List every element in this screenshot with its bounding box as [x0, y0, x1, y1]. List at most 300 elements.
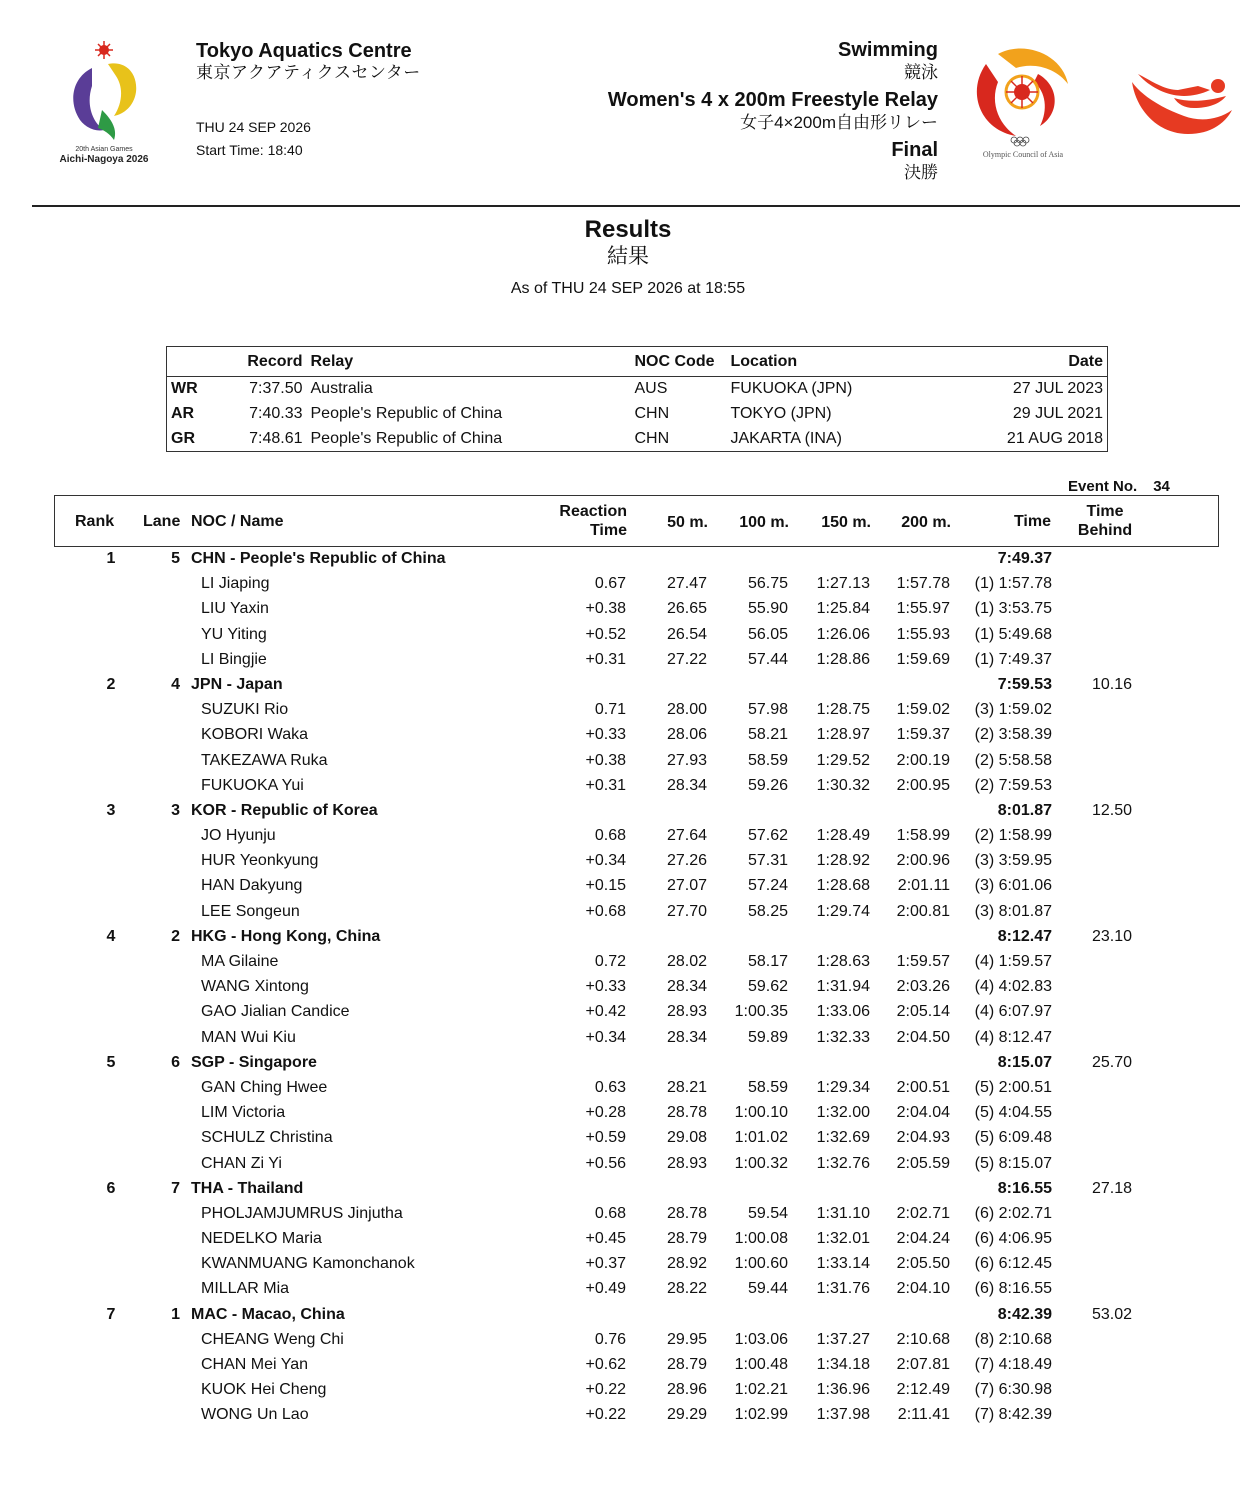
records-table — [166, 346, 1108, 452]
swimmer-cumulative-time: (2) 5:58.58 — [974, 751, 1052, 769]
swimmer-cumulative-time: (2) 7:59.53 — [974, 776, 1052, 794]
swimmer-reaction-time: 0.76 — [594, 1330, 626, 1348]
swimmer-split-50m: 28.22 — [666, 1280, 707, 1298]
team-time-behind: 10.16 — [1091, 675, 1132, 693]
records-header-record: Record — [237, 347, 307, 377]
records-header-relay: Relay — [307, 347, 631, 377]
team-time: 8:12.47 — [997, 927, 1052, 945]
swimmer-split-150m: 1:32.69 — [816, 1129, 870, 1147]
team-rank: 1 — [106, 550, 116, 567]
team-lane: 2 — [171, 927, 180, 945]
swimmer-row — [54, 999, 1219, 1024]
swimmer-split-100m: 1:00.08 — [734, 1230, 788, 1248]
swimmer-reaction-time: +0.33 — [585, 978, 626, 996]
swimmer-split-50m: 29.08 — [666, 1129, 707, 1147]
swimmer-cumulative-time: (2) 3:58.39 — [974, 726, 1052, 744]
swimmer-split-100m: 59.26 — [747, 776, 788, 794]
asian-games-logo — [52, 40, 162, 170]
swimmer-split-100m: 1:02.21 — [734, 1381, 788, 1399]
swimmer-split-200m: 2:01.11 — [897, 877, 950, 895]
swimmer-split-50m: 28.78 — [666, 1204, 707, 1222]
swimmer-split-100m: 57.98 — [747, 701, 788, 719]
swimmer-split-200m: 2:07.81 — [896, 1356, 950, 1373]
swimmer-row — [54, 899, 1219, 924]
swimmer-row — [54, 1201, 1219, 1226]
swimmer-split-150m: 1:28.92 — [816, 852, 870, 870]
swimmer-name: KOBORI Waka — [201, 726, 308, 744]
swimmer-name: LEE Songeun — [201, 902, 300, 920]
swimmer-cumulative-time: (5) 8:15.07 — [974, 1154, 1052, 1172]
swimmer-split-200m: 2:04.93 — [896, 1129, 950, 1147]
swimmer-split-100m: 58.17 — [747, 953, 788, 970]
record-date: 21 AUG 2018 — [1006, 429, 1103, 447]
swimmer-cumulative-time: (7) 8:42.39 — [974, 1406, 1052, 1424]
team-time: 7:59.53 — [997, 675, 1052, 693]
swimmer-split-100m: 1:00.10 — [734, 1104, 788, 1122]
swimmer-split-200m: 2:11.41 — [897, 1406, 950, 1424]
swimmer-name: SUZUKI Rio — [201, 701, 289, 719]
swimmer-split-100m: 57.62 — [747, 827, 788, 845]
swimmer-row — [54, 1125, 1219, 1150]
swimmer-row — [54, 596, 1219, 621]
swimmer-split-150m: 1:36.96 — [816, 1381, 870, 1399]
team-lane: 7 — [171, 1179, 180, 1197]
swimmer-reaction-time: +0.22 — [585, 1381, 626, 1399]
page-title-jp: 結果 — [607, 245, 649, 268]
swimmer-split-100m: 58.59 — [747, 751, 788, 769]
team-row — [54, 546, 1219, 571]
team-name: HKG - Hong Kong, China — [191, 927, 381, 945]
swimmer-split-50m: 28.92 — [666, 1255, 707, 1273]
swimmer-split-100m: 1:00.32 — [734, 1154, 788, 1172]
swimmer-row — [54, 1352, 1219, 1377]
event-number-label: Event No. — [1068, 478, 1138, 495]
event-name: Women's 4 x 200m Freestyle Relay — [607, 89, 938, 111]
swimmer-split-150m: 1:33.06 — [816, 1003, 870, 1021]
team-row — [54, 798, 1219, 823]
swimmer-name: LIM Victoria — [201, 1104, 286, 1122]
team-rank: 7 — [106, 1305, 116, 1323]
swimmer-name: HAN Dakyung — [201, 877, 303, 895]
swimmer-split-150m: 1:29.74 — [816, 902, 870, 920]
swimmer-split-200m: 2:05.59 — [896, 1154, 950, 1172]
swimmer-split-150m: 1:28.49 — [816, 827, 870, 845]
record-code: AR — [171, 405, 195, 422]
record-record: 7:48.61 — [249, 429, 303, 447]
swimmer-cumulative-time: (5) 6:09.48 — [974, 1129, 1052, 1147]
swimmer-split-150m: 1:27.13 — [816, 575, 870, 593]
swimmer-name: JO Hyunju — [201, 827, 276, 845]
swimmer-split-200m: 1:55.97 — [896, 600, 950, 618]
swimmer-split-200m: 2:12.49 — [896, 1381, 950, 1399]
swimmer-split-200m: 2:10.68 — [896, 1330, 950, 1348]
page-title: Results — [584, 216, 672, 243]
swimmer-split-200m: 1:59.37 — [896, 726, 950, 744]
event-block — [608, 38, 938, 184]
swimmer-split-100m: 1:00.35 — [734, 1003, 788, 1021]
swimmer-reaction-time: +0.37 — [585, 1255, 626, 1273]
swimmer-split-200m: 2:04.24 — [896, 1230, 950, 1248]
sport-name-jp: 競泳 — [904, 63, 938, 82]
sport-name: Swimming — [837, 39, 938, 61]
records-body — [167, 377, 1108, 452]
swimmer-row — [54, 722, 1219, 747]
swimmer-reaction-time: +0.33 — [585, 726, 626, 744]
swimmer-cumulative-time: (4) 4:02.83 — [974, 978, 1052, 996]
swimmer-reaction-time: 0.67 — [594, 575, 626, 593]
swimmer-reaction-time: +0.49 — [585, 1280, 626, 1298]
swimmer-split-100m: 56.75 — [747, 575, 788, 593]
team-time: 8:42.39 — [997, 1305, 1052, 1323]
team-lane: 6 — [171, 1053, 180, 1071]
swimmer-reaction-time: +0.59 — [585, 1129, 626, 1147]
swimmer-row — [54, 949, 1219, 974]
swimmer-split-50m: 28.79 — [666, 1356, 707, 1373]
swimmer-split-50m: 28.34 — [666, 978, 707, 996]
swimmer-split-50m: 28.93 — [666, 1003, 707, 1021]
team-rank: 2 — [106, 675, 116, 693]
record-date: 27 JUL 2023 — [1012, 380, 1103, 398]
swimmer-split-50m: 28.02 — [666, 953, 707, 970]
swimmer-name: HUR Yeonkyung — [201, 852, 319, 870]
swimmer-split-200m: 2:00.51 — [896, 1078, 950, 1096]
header-noc-name: NOC / Name — [191, 513, 284, 530]
swimmer-reaction-time: 0.68 — [594, 1204, 626, 1222]
venue-name-jp: 東京アクアティクスセンター — [196, 63, 421, 82]
swimmer-row — [54, 748, 1219, 773]
swimmer-split-50m: 28.34 — [666, 776, 707, 794]
swimmer-split-100m: 58.21 — [747, 726, 788, 744]
header-reaction-2: Time — [589, 522, 627, 539]
team-time: 8:16.55 — [997, 1179, 1052, 1197]
record-row-gr — [167, 427, 1108, 452]
swimmer-name: GAN Ching Hwee — [201, 1078, 328, 1096]
swimmer-cumulative-time: (3) 3:59.95 — [974, 852, 1052, 870]
swimmer-split-200m: 2:03.26 — [896, 978, 950, 996]
records-header-date: Date — [927, 347, 1108, 377]
record-location: TOKYO (JPN) — [730, 405, 832, 422]
team-name: MAC - Macao, China — [191, 1305, 345, 1323]
swimmer-cumulative-time: (7) 4:18.49 — [974, 1356, 1052, 1373]
team-name: THA - Thailand — [191, 1179, 304, 1197]
swimmer-split-150m: 1:31.94 — [816, 978, 870, 996]
swimmer-row — [54, 823, 1219, 848]
swimmer-split-50m: 27.07 — [666, 877, 707, 895]
swimmer-split-150m: 1:31.10 — [816, 1204, 870, 1222]
swimmer-name: TAKEZAWA Ruka — [201, 751, 328, 769]
swimmer-split-150m: 1:34.18 — [816, 1356, 870, 1373]
swimmer-split-150m: 1:26.06 — [816, 625, 870, 643]
swimmer-reaction-time: +0.62 — [585, 1356, 626, 1373]
records-header-noc: NOC Code — [631, 347, 727, 377]
team-name: SGP - Singapore — [191, 1053, 317, 1071]
swimmer-split-50m: 28.79 — [666, 1230, 707, 1248]
swimmer-reaction-time: +0.28 — [585, 1104, 626, 1122]
swimmer-reaction-time: +0.22 — [585, 1406, 626, 1424]
team-row — [54, 672, 1219, 697]
team-time: 7:49.37 — [997, 550, 1052, 567]
swimmer-name: MAN Wui Kiu — [201, 1028, 296, 1046]
team-time-behind: 12.50 — [1091, 801, 1132, 819]
team-time: 8:01.87 — [997, 801, 1052, 819]
record-noc: CHN — [634, 429, 670, 447]
record-record: 7:37.50 — [249, 380, 303, 398]
record-noc: AUS — [634, 380, 668, 398]
swimmer-name: GAO Jialian Candice — [201, 1003, 350, 1021]
swimmer-name: LI Bingjie — [201, 650, 267, 668]
swimmer-row — [54, 773, 1219, 798]
swimmer-split-150m: 1:30.32 — [816, 776, 870, 794]
swimmer-name: LI Jiaping — [201, 575, 270, 593]
swimmer-split-150m: 1:33.14 — [816, 1255, 870, 1273]
swimmer-split-150m: 1:29.52 — [816, 751, 870, 769]
swimmer-row — [54, 974, 1219, 999]
team-row — [54, 1176, 1219, 1201]
swimmer-reaction-time: +0.15 — [585, 877, 626, 895]
swimmer-split-200m: 1:59.57 — [896, 953, 950, 970]
header-rank: Rank — [75, 513, 115, 530]
record-location: JAKARTA (INA) — [730, 429, 842, 447]
swimmer-split-200m: 2:05.50 — [896, 1255, 950, 1273]
swimmer-split-200m: 1:57.78 — [896, 575, 950, 593]
swimmer-reaction-time: 0.63 — [594, 1078, 626, 1096]
swimmer-reaction-time: +0.38 — [585, 751, 626, 769]
records-header-code — [167, 347, 237, 377]
swimmer-row — [54, 622, 1219, 647]
swimmer-reaction-time: +0.42 — [585, 1003, 626, 1021]
header-150m: 150 m. — [821, 514, 871, 531]
swimmer-cumulative-time: (6) 8:16.55 — [974, 1280, 1052, 1298]
swimmer-reaction-time: +0.52 — [585, 625, 626, 643]
record-date: 29 JUL 2021 — [1012, 405, 1103, 422]
oca-logo — [968, 44, 1078, 164]
swimmer-split-100m: 59.62 — [747, 978, 788, 996]
swimmer-split-50m: 27.70 — [666, 902, 707, 920]
header-200m: 200 m. — [901, 514, 951, 531]
team-row — [54, 924, 1219, 949]
swimmer-split-50m: 28.96 — [666, 1381, 707, 1399]
games-logo-line2: Aichi-Nagoya 2026 — [59, 154, 149, 165]
swimmer-cumulative-time: (6) 2:02.71 — [974, 1204, 1052, 1222]
swimmer-split-200m: 2:00.96 — [896, 852, 950, 870]
header-divider — [32, 205, 1240, 207]
swimmer-cumulative-time: (5) 2:00.51 — [974, 1078, 1052, 1096]
swimmer-split-100m: 1:02.99 — [734, 1406, 788, 1424]
record-relay: People's Republic of China — [310, 405, 503, 422]
swimmer-name: SCHULZ Christina — [201, 1129, 333, 1147]
swimmer-split-50m: 27.47 — [666, 575, 707, 593]
swimmer-split-150m: 1:32.76 — [816, 1154, 870, 1172]
swimmer-split-150m: 1:28.63 — [816, 953, 870, 970]
swimmer-split-100m: 59.54 — [747, 1204, 788, 1222]
swimmer-row — [54, 848, 1219, 873]
swimmer-split-200m: 2:00.95 — [896, 776, 950, 794]
swimmer-split-50m: 28.06 — [666, 726, 707, 744]
swimmer-reaction-time: +0.68 — [585, 902, 626, 920]
record-row-wr — [167, 377, 1108, 402]
swimmer-name: KUOK Hei Cheng — [201, 1381, 327, 1399]
swimmer-reaction-time: 0.72 — [594, 953, 626, 970]
swimmer-split-150m: 1:32.01 — [816, 1230, 870, 1248]
games-logo-line1: 20th Asian Games — [75, 146, 133, 153]
event-number-value: 34 — [1153, 478, 1170, 495]
swimmer-name: CHEANG Weng Chi — [201, 1330, 344, 1348]
team-lane: 1 — [171, 1305, 180, 1323]
swimmer-split-200m: 2:04.04 — [896, 1104, 950, 1122]
team-name: KOR - Republic of Korea — [191, 801, 378, 819]
swimmer-row — [54, 1327, 1219, 1352]
swimmer-split-150m: 1:32.00 — [816, 1104, 870, 1122]
swimmer-split-100m: 58.25 — [747, 902, 788, 920]
records-header-location: Location — [727, 347, 927, 377]
swimmer-cumulative-time: (4) 1:59.57 — [974, 953, 1052, 970]
team-name: CHN - People's Republic of China — [191, 550, 446, 567]
swimmer-split-50m: 27.64 — [666, 827, 707, 845]
team-time-behind: 27.18 — [1091, 1179, 1132, 1197]
swimmer-split-150m: 1:28.86 — [816, 650, 870, 668]
swimmer-cumulative-time: (4) 8:12.47 — [974, 1028, 1052, 1046]
swimmer-cumulative-time: (6) 6:12.45 — [974, 1255, 1052, 1273]
swimmer-split-200m: 2:02.71 — [896, 1204, 950, 1222]
swimmer-split-200m: 2:04.10 — [896, 1280, 950, 1298]
swimmer-split-150m: 1:25.84 — [816, 600, 870, 618]
swimmer-cumulative-time: (3) 6:01.06 — [974, 877, 1052, 895]
header-behind-1: Time — [1086, 503, 1124, 520]
swimmer-row — [54, 1276, 1219, 1301]
swimmer-split-100m: 1:00.60 — [734, 1255, 788, 1273]
swimmer-name: CHAN Zi Yi — [201, 1154, 282, 1172]
phase-name-jp: 決勝 — [904, 163, 938, 182]
team-rank: 4 — [106, 927, 116, 945]
swimmer-split-150m: 1:37.27 — [816, 1330, 870, 1348]
swimmer-split-50m: 27.22 — [666, 650, 707, 668]
team-row — [54, 1050, 1219, 1075]
swimmer-split-50m: 28.93 — [666, 1154, 707, 1172]
swimmer-split-50m: 27.93 — [666, 751, 707, 769]
header-time: Time — [1013, 513, 1051, 530]
team-time-behind: 25.70 — [1091, 1053, 1132, 1071]
swimmer-name: KWANMUANG Kamonchanok — [201, 1255, 415, 1273]
swimmer-split-150m: 1:28.75 — [816, 701, 870, 719]
swimmer-cumulative-time: (2) 1:58.99 — [974, 827, 1052, 845]
swimmer-name: LIU Yaxin — [201, 600, 269, 618]
swimmer-name: FUKUOKA Yui — [201, 776, 304, 794]
swimmer-cumulative-time: (4) 6:07.97 — [974, 1003, 1052, 1021]
swimmer-split-150m: 1:28.68 — [816, 877, 870, 895]
swimmer-split-100m: 1:01.02 — [734, 1129, 788, 1147]
swimmer-split-100m: 58.59 — [747, 1078, 788, 1096]
swimmer-split-100m: 55.90 — [747, 600, 788, 618]
header-50m: 50 m. — [667, 514, 708, 531]
record-relay: People's Republic of China — [310, 429, 503, 447]
record-code: GR — [171, 429, 195, 447]
swimmer-cumulative-time: (1) 3:53.75 — [974, 600, 1052, 618]
team-name: JPN - Japan — [191, 675, 283, 693]
swimmer-row — [54, 1100, 1219, 1125]
team-rank: 5 — [106, 1053, 116, 1071]
record-row-ar — [167, 402, 1108, 427]
swimmer-split-200m: 2:05.14 — [896, 1003, 950, 1021]
phase-name: Final — [891, 139, 938, 161]
swimmer-row — [54, 647, 1219, 672]
swimmer-name: NEDELKO Maria — [201, 1230, 322, 1248]
swimmer-row — [54, 1226, 1219, 1251]
swimmer-cumulative-time: (1) 5:49.68 — [974, 625, 1052, 643]
swimmer-reaction-time: +0.34 — [585, 852, 626, 870]
swimmer-cumulative-time: (1) 7:49.37 — [974, 650, 1052, 668]
swimmer-split-50m: 26.54 — [666, 625, 707, 643]
swimmer-name: MILLAR Mia — [201, 1280, 290, 1298]
record-record: 7:40.33 — [249, 405, 303, 422]
record-location: FUKUOKA (JPN) — [730, 380, 853, 398]
swimmer-row — [54, 571, 1219, 596]
swimmer-split-200m: 1:59.69 — [896, 650, 950, 668]
swimmer-reaction-time: 0.68 — [594, 827, 626, 845]
team-time: 8:15.07 — [997, 1053, 1052, 1071]
record-code: WR — [171, 380, 198, 398]
record-noc: CHN — [634, 405, 670, 422]
swimmer-cumulative-time: (5) 4:04.55 — [974, 1104, 1052, 1122]
swimmer-split-100m: 59.44 — [747, 1280, 788, 1298]
swimmer-reaction-time: +0.34 — [585, 1028, 626, 1046]
swimmer-split-150m: 1:29.34 — [816, 1078, 870, 1096]
swimmer-cumulative-time: (3) 1:59.02 — [974, 701, 1052, 719]
event-date: THU 24 SEP 2026 — [196, 119, 311, 135]
swimmer-split-200m: 1:59.02 — [896, 701, 950, 719]
event-number — [1068, 478, 1170, 495]
swimmer-split-100m: 1:03.06 — [734, 1330, 788, 1348]
swimmer-split-100m: 57.44 — [747, 650, 788, 668]
swimmer-row — [54, 1402, 1219, 1427]
swimmer-name: PHOLJAMJUMRUS Jinjutha — [201, 1204, 403, 1222]
venue-block — [196, 40, 421, 162]
swimmer-reaction-time: +0.31 — [585, 650, 626, 668]
swimmer-cumulative-time: (6) 4:06.95 — [974, 1230, 1052, 1248]
header-100m: 100 m. — [739, 514, 789, 531]
swimmer-split-50m: 27.26 — [666, 852, 707, 870]
results-list — [54, 546, 1219, 1428]
swimmer-name: WANG Xintong — [201, 978, 309, 996]
swimmer-reaction-time: +0.31 — [585, 776, 626, 794]
swimmer-split-150m: 1:28.97 — [816, 726, 870, 744]
team-lane: 4 — [171, 675, 180, 693]
swimmer-reaction-time: +0.38 — [585, 600, 626, 618]
record-relay: Australia — [310, 380, 373, 398]
results-title-block — [0, 216, 1256, 298]
swimmer-reaction-time: +0.56 — [585, 1154, 626, 1172]
swimmer-cumulative-time: (3) 8:01.87 — [974, 902, 1052, 920]
swimmer-row — [54, 697, 1219, 722]
swimmer-split-150m: 1:32.33 — [816, 1028, 870, 1046]
swimmer-name: WONG Un Lao — [201, 1406, 309, 1424]
header-reaction-1: Reaction — [559, 503, 627, 520]
start-time: Start Time: 18:40 — [196, 142, 303, 158]
header-lane: Lane — [143, 513, 181, 530]
results-header — [54, 495, 1219, 547]
team-rank: 6 — [106, 1179, 116, 1197]
swimmer-row — [54, 1251, 1219, 1276]
venue-name: Tokyo Aquatics Centre — [196, 40, 412, 62]
swimmer-split-100m: 57.31 — [747, 852, 788, 870]
swimmer-split-100m: 1:00.48 — [734, 1356, 788, 1373]
swimmer-split-50m: 28.78 — [666, 1104, 707, 1122]
team-time-behind: 23.10 — [1091, 927, 1132, 945]
swimmer-split-100m: 56.05 — [747, 625, 788, 643]
swimmer-split-100m: 59.89 — [747, 1028, 788, 1046]
swimmer-split-200m: 1:55.93 — [896, 625, 950, 643]
swimmer-split-50m: 28.21 — [666, 1078, 707, 1096]
swimmer-split-200m: 1:58.99 — [896, 827, 950, 845]
